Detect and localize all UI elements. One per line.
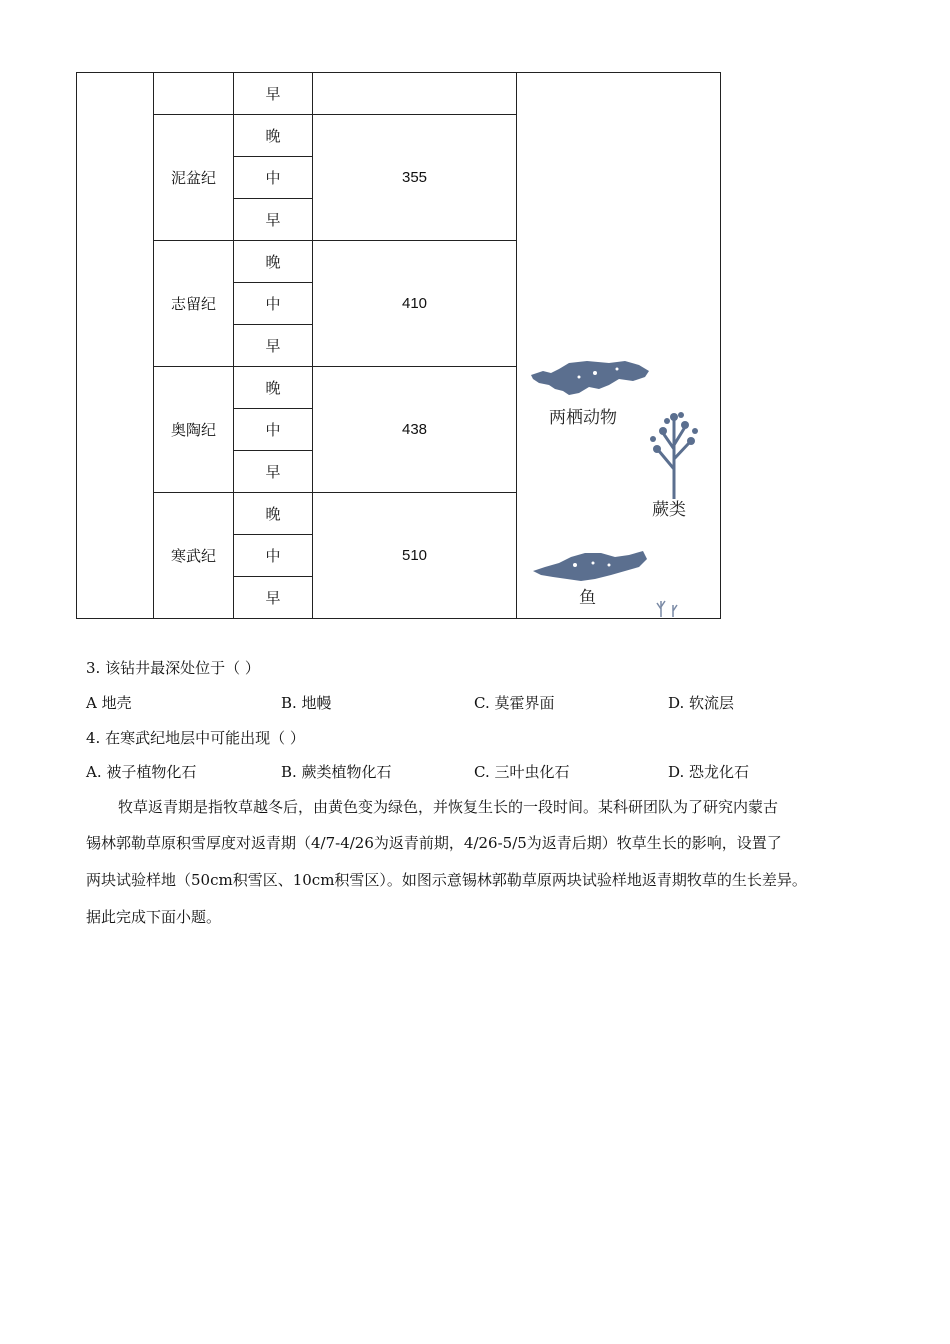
- sub-period-cell: 晚: [234, 115, 313, 157]
- passage-line-2: 锡林郭勒草原积雪厚度对返青期（4/7-4/26为返青前期，4/26-5/5为返青后期）牧草生长的影响，设置了: [86, 834, 782, 852]
- sub-period-cell: 中: [234, 283, 313, 325]
- sub-period-cell: 早: [234, 577, 313, 619]
- sub-period-cell: 早: [234, 451, 313, 493]
- sub-period-cell: 早: [234, 199, 313, 241]
- fish-icon: [531, 549, 649, 585]
- amphibian-label: 两栖动物: [549, 408, 617, 428]
- sub-period-cell: 晚: [234, 367, 313, 409]
- fern-label: 蕨类: [652, 500, 686, 520]
- amphibian-icon: [529, 359, 651, 399]
- era-cell: [77, 73, 154, 619]
- question-4-stem: 4. 在寒武纪地层中可能出现（ ）: [86, 729, 305, 747]
- period-name: 奥陶纪: [154, 367, 234, 493]
- sub-period-cell: 晚: [234, 241, 313, 283]
- geologic-time-table: [76, 72, 721, 619]
- sub-period-cell: 晚: [234, 493, 313, 535]
- passage-line-4: 据此完成下面小题。: [86, 908, 222, 926]
- sub-period-cell: 早: [234, 325, 313, 367]
- period-name: 寒武纪: [154, 493, 234, 619]
- passage-line-1: 牧草返青期是指牧草越冬后，由黄色变为绿色，并恢复生长的一段时间。某科研团队为了研究内蒙古: [118, 798, 779, 816]
- period-name: 志留纪: [154, 241, 234, 367]
- period-cell-partial: [154, 73, 234, 115]
- question-3-option-a[interactable]: A 地壳: [86, 694, 132, 712]
- sub-period-cell: 中: [234, 535, 313, 577]
- question-4-option-b[interactable]: B. 蕨类植物化石: [281, 763, 392, 781]
- period-name: 泥盆纪: [154, 115, 234, 241]
- sub-period-cell: 中: [234, 409, 313, 451]
- sub-period-cell: 早: [234, 73, 313, 115]
- question-3-option-d[interactable]: D. 软流层: [668, 694, 735, 712]
- question-4-option-d[interactable]: D. 恐龙化石: [668, 763, 750, 781]
- age-value: 438: [313, 367, 517, 493]
- sub-period-cell: 中: [234, 157, 313, 199]
- age-value: 510: [313, 493, 517, 619]
- question-3-option-b[interactable]: B. 地幔: [281, 694, 332, 712]
- passage-line-3: 两块试验样地（50cm积雪区、10cm积雪区）。如图示意锡林郭勒草原两块试验样地返青期牧草的生长差异。: [86, 871, 807, 889]
- age-value: 410: [313, 241, 517, 367]
- question-4-option-a[interactable]: A. 被子植物化石: [86, 763, 197, 781]
- question-4-option-c[interactable]: C. 三叶虫化石: [474, 763, 570, 781]
- age-value: 355: [313, 115, 517, 241]
- plant-icon: [655, 595, 685, 617]
- question-3-option-c[interactable]: C. 莫霍界面: [474, 694, 555, 712]
- age-cell-partial: [313, 73, 517, 115]
- organism-illustration-cell: [517, 73, 721, 619]
- fish-label: 鱼: [579, 588, 596, 608]
- fern-icon: [645, 409, 703, 499]
- question-3-stem: 3. 该钻井最深处位于（ ）: [86, 659, 260, 677]
